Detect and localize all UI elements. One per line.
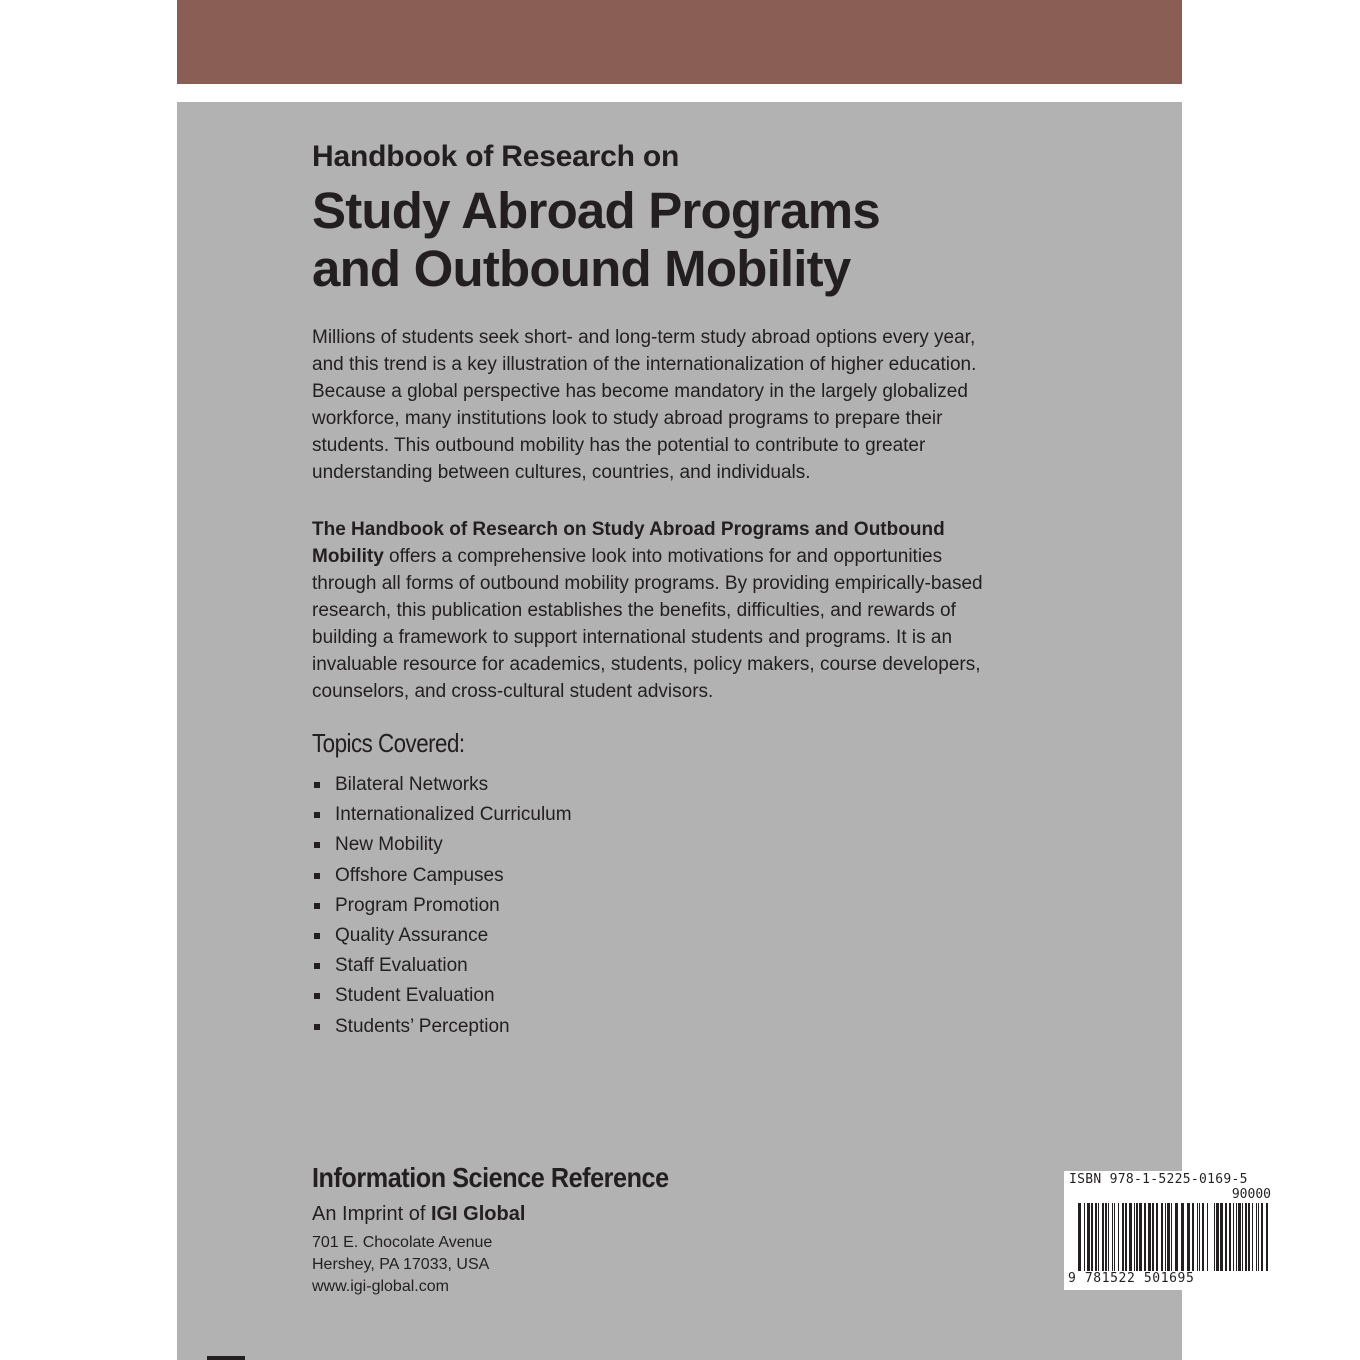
topic-label: Staff Evaluation bbox=[335, 955, 468, 977]
bullet-icon bbox=[314, 812, 320, 818]
topic-label: Students’ Perception bbox=[335, 1015, 510, 1037]
barcode-bar bbox=[1258, 1203, 1259, 1271]
price-code: 90000 bbox=[1231, 1187, 1271, 1202]
barcode-bar bbox=[1148, 1203, 1151, 1271]
topic-label: Program Promotion bbox=[335, 894, 500, 916]
topics-heading: Topics Covered: bbox=[312, 728, 465, 758]
barcode-bar bbox=[1152, 1203, 1154, 1271]
barcode-bar bbox=[1171, 1203, 1172, 1271]
topic-label: Bilateral Networks bbox=[335, 774, 489, 795]
back-cover bbox=[177, 102, 1271, 1360]
address-line: 701 E. Chocolate Avenue bbox=[312, 1234, 493, 1251]
topic-label: Internationalized Curriculum bbox=[335, 804, 572, 826]
barcode-bar bbox=[1156, 1203, 1158, 1271]
barcode-bar bbox=[1245, 1203, 1247, 1271]
description-paragraph-1 bbox=[312, 324, 1032, 486]
barcode-bar bbox=[1225, 1203, 1227, 1271]
barcode-bar bbox=[1220, 1203, 1223, 1271]
topic-item bbox=[312, 921, 572, 951]
barcode-bar bbox=[1125, 1203, 1127, 1271]
barcode-bar bbox=[1252, 1203, 1253, 1271]
topic-label: New Mobility bbox=[335, 834, 443, 856]
barcode-bar bbox=[1233, 1203, 1234, 1271]
description-paragraph-2 bbox=[312, 516, 1032, 705]
imprint-prefix: An Imprint of bbox=[312, 1203, 431, 1225]
barcode-bar bbox=[1102, 1203, 1104, 1271]
barcode-bar bbox=[1139, 1203, 1142, 1271]
barcode-bar bbox=[1112, 1203, 1113, 1271]
description-line: understanding between cultures, countries, and individuals. bbox=[312, 462, 811, 483]
barcode-addon-icon bbox=[1214, 1203, 1270, 1271]
barcode-bar bbox=[1105, 1203, 1107, 1271]
barcode-bar bbox=[1095, 1203, 1097, 1271]
barcode-bar bbox=[1078, 1203, 1081, 1271]
bullet-icon bbox=[314, 963, 320, 969]
barcode-bar bbox=[1108, 1203, 1109, 1271]
description-line bbox=[312, 543, 1032, 570]
barcode-bar bbox=[1261, 1203, 1263, 1271]
barcode-bar bbox=[1248, 1203, 1250, 1271]
description-line: students. This outbound mobility has the potential to contribute to greater bbox=[312, 435, 926, 456]
bullet-icon bbox=[314, 842, 320, 848]
barcode-bar bbox=[1175, 1203, 1178, 1271]
isbn-barcode bbox=[1064, 1171, 1275, 1290]
barcode-bar bbox=[1165, 1203, 1166, 1271]
description-line: research, this publication establishes the benefits, difficulties, and rewards of bbox=[312, 600, 956, 621]
description-line: through all forms of outbound mobility programs. By providing empirically-based bbox=[312, 573, 983, 594]
description-line: Because a global perspective has become mandatory in the largely globalized bbox=[312, 381, 968, 402]
barcode-bar bbox=[1144, 1203, 1146, 1271]
barcode-bar bbox=[1098, 1203, 1099, 1271]
barcode-bar bbox=[1192, 1203, 1194, 1271]
title-line: and Outbound Mobility bbox=[312, 240, 851, 297]
barcode-bar bbox=[1214, 1203, 1215, 1271]
barcode-bar bbox=[1122, 1203, 1124, 1271]
barcode-bar bbox=[1087, 1203, 1090, 1271]
description-line: workforce, many institutions look to study abroad programs to prepare their bbox=[312, 408, 943, 429]
barcode-bar bbox=[1197, 1203, 1198, 1271]
book-name-bold: The Handbook of Research on Study Abroad Programs and Outbound bbox=[312, 519, 945, 540]
barcode-bar bbox=[1216, 1203, 1219, 1271]
barcode-bar bbox=[1229, 1203, 1231, 1271]
topic-item bbox=[312, 800, 572, 830]
barcode-bar bbox=[1199, 1203, 1200, 1271]
imprint-line bbox=[312, 1203, 525, 1226]
bullet-icon bbox=[314, 782, 320, 788]
book-title bbox=[312, 182, 880, 298]
barcode-bar bbox=[1129, 1203, 1132, 1271]
description-line bbox=[312, 516, 1032, 543]
isbn-label: ISBN 978-1-5225-0169-5 bbox=[1069, 1172, 1248, 1187]
description-text: offers a comprehensive look into motivations for and opportunities bbox=[383, 546, 943, 567]
bullet-icon bbox=[314, 933, 320, 939]
website-link[interactable]: www.igi-global.com bbox=[312, 1278, 449, 1295]
corner-mark bbox=[207, 1356, 245, 1360]
barcode-bar bbox=[1084, 1203, 1085, 1271]
barcode-bar bbox=[1187, 1203, 1190, 1271]
barcode-bar bbox=[1266, 1203, 1268, 1271]
publisher-name: Information Science Reference bbox=[312, 1162, 669, 1193]
topics-list bbox=[312, 770, 572, 1042]
barcode-bar bbox=[1256, 1203, 1257, 1271]
topic-item bbox=[312, 770, 572, 800]
barcode-bar bbox=[1136, 1203, 1138, 1271]
barcode-bars-icon bbox=[1078, 1203, 1208, 1271]
book-name-bold: Mobility bbox=[312, 546, 384, 567]
topic-label: Quality Assurance bbox=[335, 924, 489, 946]
top-color-band bbox=[177, 0, 1182, 84]
book-kicker: Handbook of Research on bbox=[312, 140, 680, 173]
barcode-bar bbox=[1236, 1203, 1237, 1271]
topic-item bbox=[312, 1012, 572, 1042]
bullet-icon bbox=[314, 993, 320, 999]
barcode-bar bbox=[1134, 1203, 1135, 1271]
barcode-digits: 9 781522 501695 bbox=[1068, 1271, 1195, 1286]
description-line: counselors, and cross-cultural student advisors. bbox=[312, 681, 714, 702]
description-line: and this trend is a key illustration of the internationalization of higher education. bbox=[312, 354, 977, 375]
publisher-address bbox=[312, 1232, 492, 1298]
title-line: Study Abroad Programs bbox=[312, 182, 880, 239]
bullet-icon bbox=[314, 873, 320, 879]
topic-item bbox=[312, 981, 572, 1011]
description-line: invaluable resource for academics, students, policy makers, course developers, bbox=[312, 654, 981, 675]
topic-item bbox=[312, 891, 572, 921]
barcode-bar bbox=[1091, 1203, 1093, 1271]
imprint-name: IGI Global bbox=[430, 1203, 526, 1225]
topic-label: Student Evaluation bbox=[335, 985, 495, 1007]
barcode-bar bbox=[1238, 1203, 1241, 1271]
bullet-icon bbox=[314, 1024, 320, 1030]
description-line: Millions of students seek short- and long-term study abroad options every year, bbox=[312, 327, 976, 348]
barcode-bar bbox=[1167, 1203, 1170, 1271]
barcode-bar bbox=[1181, 1203, 1184, 1271]
barcode-bar bbox=[1161, 1203, 1163, 1271]
description-line: building a framework to support international students and programs. It is an bbox=[312, 627, 953, 648]
barcode-bar bbox=[1202, 1203, 1204, 1271]
bullet-icon bbox=[314, 903, 320, 909]
topic-item bbox=[312, 861, 572, 891]
topic-label: Offshore Campuses bbox=[335, 864, 504, 886]
barcode-bar bbox=[1118, 1203, 1119, 1271]
barcode-bar bbox=[1242, 1203, 1243, 1271]
barcode-bar bbox=[1207, 1203, 1208, 1271]
topic-item bbox=[312, 830, 572, 860]
topic-item bbox=[312, 951, 572, 981]
address-line: Hershey, PA 17033, USA bbox=[312, 1256, 490, 1273]
barcode-bar bbox=[1114, 1203, 1115, 1271]
